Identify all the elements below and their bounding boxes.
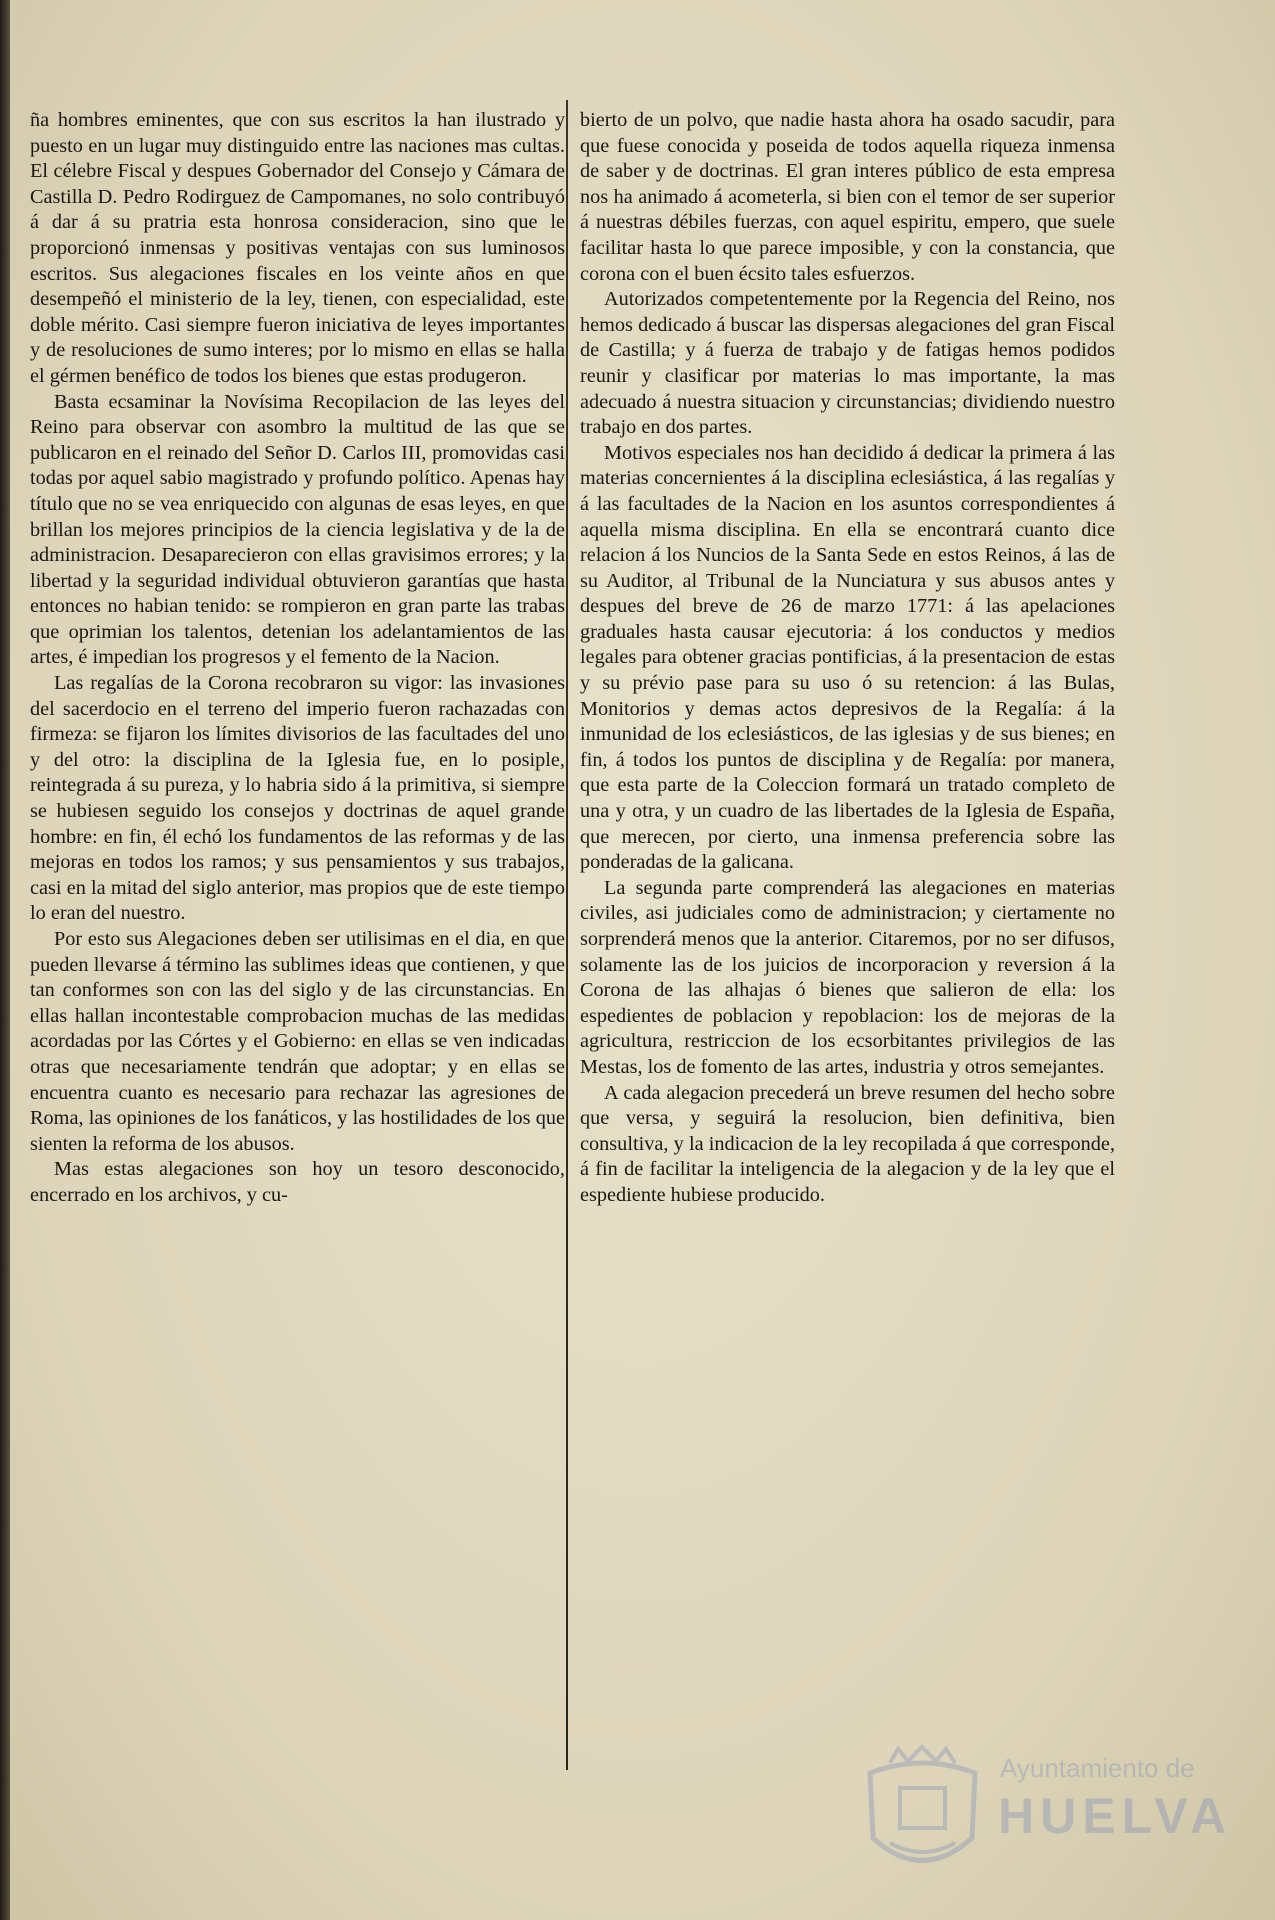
paragraph: Motivos especiales nos han decidido á dedicar la primera á las materias concernientes á la disciplina eclesiástica, á las regalías y á las facultades de la Nacion en los asuntos correspondientes á aquella misma disciplina. En ella se encontrará cuanto dice relacion á los Nuncios de la Santa Sede en estos Reinos, á las de su Auditor, al Tribunal de la Nunciatura y sus abusos antes y despues del breve de 26 de marzo 1771: á las apelaciones graduales hasta causar ejecutoria: á los conductos y medios legales para obtener gracias pontificias, á la presentacion de estas y su prévio pase para su uso ó su retencion: á las Bulas, Monitorios y demas actos depresivos de la Regalía: á la inmunidad de los eclesiásticos, de las iglesias y de sus bienes; en fin, á todos los puntos de disciplina y de Regalía: por manera, que esta parte de la Coleccion formará un tratado completo de una y otra, y un cuadro de las libertades de la Iglesia de España, que merecen, por cierto, una inmensa preferencia sobre las ponderadas de la galicana. <box>580 441 1115 874</box>
text-column-right <box>580 108 1115 1209</box>
paragraph: Mas estas alegaciones son hoy un tesoro desconocido, encerrado en los archivos, y cu- <box>30 1158 565 1206</box>
paragraph: bierto de un polvo, que nadie hasta ahora ha osado sacudir, para que fuese conocida y poseida de todos aquella riqueza inmensa de saber y de doctrinas. El gran interes público de esta empresa nos ha animado á acometerla, si bien con el temor de ser superior á nuestras débiles fuerzas, con aquel espiritu, empero, que suele facilitar hasta lo que parece imposible, y con la constancia, que corona con el buen écsito tales esfuerzos. <box>580 109 1115 285</box>
watermark-text-top: Ayuntamiento de <box>1000 1753 1195 1783</box>
column-divider <box>566 100 568 1770</box>
watermark-text-main: HUELVA <box>998 1788 1233 1844</box>
paragraph: Basta ecsaminar la Novísima Recopilacion de las leyes del Reino para observar con asombro la multitud de las que se publicaron en el reinado del Señor D. Carlos III, promovidas casi todas por aquel sabio magistrado y profundo político. Apenas hay título que no se vea enriquecido con algunas de esas leyes, en que brillan los mejores principios de la ciencia legislativa y de la de administracion. Desaparecieron con ellas gravisimos errores; y la libertad y la seguridad individual obtuvieron garantías que hasta entonces no habian tenido: se rompieron en gran parte las trabas que oprimian los talentos, detenian los adelantamientos de las artes, é impedian los progresos y el femento de la Nacion. <box>30 390 565 669</box>
library-watermark <box>860 1735 1233 1885</box>
paragraph: Las regalías de la Corona recobraron su vigor: las invasiones del sacerdocio en el terreno del imperio fueron rachazadas con firmeza: se fijaron los límites divisorios de las facultades del uno y del otro: la disciplina de la Iglesia fue, en lo posiple, reintegrada á su pureza, y lo habria sido á la primitiva, si siempre se hubiesen seguido los consejos y doctrinas de aquel grande hombre: en fin, él echó los fundamentos de las reformas y de las mejoras en todos los ramos; y sus pensamientos y sus trabajos, casi en la mitad del siglo anterior, mas propios que de este tiempo lo eran del nuestro. <box>30 672 565 925</box>
paragraph: ña hombres eminentes, que con sus escritos la han ilustrado y puesto en un lugar muy distinguido entre las naciones mas cultas. El célebre Fiscal y despues Gobernador del Consejo y Cámara de Castilla D. Pedro Rodirguez de Campomanes, no solo contribuyó á dar á su pratria esta honrosa consideracion, sino que le proporcionó inmensas y positivas ventajas con sus luminosos escritos. Sus alegaciones fiscales en los veinte años en que desempeñó el ministerio de la ley, tienen, con especialidad, este doble mérito. Casi siempre fueron iniciativa de leyes importantes y de resoluciones de sumo interes; por lo mismo en ellas se halla el gérmen benéfico de todos los bienes que estas produgeron. <box>30 109 565 387</box>
paragraph: Autorizados competentemente por la Regencia del Reino, nos hemos dedicado á buscar las dispersas alegaciones del gran Fiscal de Castilla; y á fuerza de trabajo y de fatigas hemos podidos reunir y clasificar por materias lo mas importante, la mas adecuado á nuestra situacion y circunstancias; dividiendo nuestro trabajo en dos partes. <box>580 288 1115 439</box>
paragraph: La segunda parte comprenderá las alegaciones en materias civiles, asi judiciales como de administracion; y ciertamente no sorprenderá menos que la anterior. Citaremos, por no ser difusos, solamente las de los juicios de incorporacion y reversion á la Corona de las alhajas ó bienes que salieron de ella: los espedientes de poblacion y repoblacion: los de mejoras de la agricultura, restriccion de los ecsorbitantes privilegios de las Mestas, los de fomento de las artes, industria y otros semejantes. <box>580 876 1115 1078</box>
huelva-coat-of-arms-icon <box>860 1743 985 1878</box>
paragraph: Por esto sus Alegaciones deben ser utilisimas en el dia, en que pueden llevarse á término las sublimes ideas que contienen, y que tan conformes son con las del siglo y de las circunstancias. En ellas hallan incontestable comprobacion muchas de las medidas acordadas por las Córtes y el Gobierno: en ellas se ven indicadas otras que necesariamente tendrán que adoptar; y en ellas se encuentra cuanto es necesario para rechazar las agresiones de Roma, las opiniones de los fanáticos, y las hostilidades de los que sienten la reforma de los abusos. <box>30 928 565 1155</box>
paragraph: A cada alegacion precederá un breve resumen del hecho sobre que versa, y seguirá la resolucion, bien definitiva, bien consultiva, y la indicacion de la ley recopilada á que corresponde, á fin de facilitar la inteligencia de la alegacion y de la ley que el espediente hubiese producido. <box>580 1081 1115 1206</box>
page-binding-edge <box>0 0 10 1920</box>
text-column-left <box>30 108 565 1209</box>
